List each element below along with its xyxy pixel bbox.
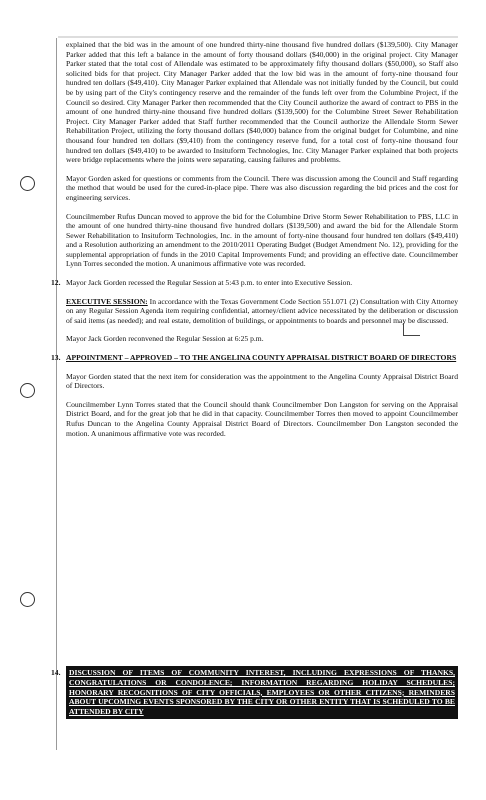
handwritten-mark xyxy=(403,323,420,336)
item-number: 12. xyxy=(51,278,61,288)
binder-hole-top xyxy=(20,176,35,191)
item-heading: DISCUSSION OF ITEMS OF COMMUNITY INTEREST, INCLUDING EXPRESSIONS OF THANKS, CONGRATULATIONS OR CONDOLENCE; INFORMATION REGARDING HOLIDAY SCHEDULES; HONORARY RECOGNITIONS OF CITY OFFICIALS, EMPLOYEES OR OTHER CITIZENS; REMINDERS ABOUT UPCOMING EVENTS SPONSORED BY THE CITY OR OTHER ENTITY THAT IS SCHEDULED TO BE ATTENDED BY CITY xyxy=(69,668,455,717)
binder-margin xyxy=(0,0,58,800)
paragraph-discussion: Mayor Gorden asked for questions or comments from the Council. There was discussion among the Council and Staff regarding the method that would be used for the cured-in-place pipe. There was also discussion regarding the bid prices and the cost for engineering services. xyxy=(66,173,458,202)
item-paragraph: Mayor Gorden stated that the next item for consideration was the appointment to the Angelina County Appraisal District Board of Directors. xyxy=(66,371,458,391)
paragraph-bid-explanation: explained that the bid was in the amount of one hundred thirty-nine thousand five hundred dollars ($139,500). City Manager Parker added that this left a balance in the amount of forty thousand dollars ($40,000) in the original project. City Manager Parker stated that the total cost of Allendale was estimated to be approximately fifty thousand dollars ($50,000), so Staff also solicited bids for that project. City Manager Parker added that the low bid was in the amount of forty-nine thousand four hundred ten dollars ($49,410). City Manager Parker explained that Allendale was not initially funded by the Council, but could be by using part of the City's contingency reserve and the remainder of the funds left over from the Columbine Project, if the Council so desired. City Manager Parker then recommended that the City Council authorize the award of contract to PBS in the amount of one hundred thirty-nine thousand five hundred dollars ($139,500) for the Columbine Street Sewer Rehabilitation Project. City Manager Parker added that Staff further recommended that the Council authorize the Allendale Storm Sewer Rehabilitation Project, utilizing the forty thousand dollars ($40,000) balance from the original budget for Columbine, and nine thousand four hundred ten dollars ($9,410) from the contingency reserve fund, for a total cost of forty-nine thousand four hundred ten dollars ($49,410) to be awarded to Insituform Technologies, Inc. City Manager Parker explained that both projects were bridge replacements where the joints were separating, causing failures and problems. xyxy=(66,40,458,165)
recess-text: Mayor Jack Gorden recessed the Regular Session at 5:43 p.m. to enter into Executive Session. xyxy=(66,278,353,288)
agenda-item-14 xyxy=(51,666,458,719)
minutes-page xyxy=(51,40,458,447)
agenda-item-13 xyxy=(51,353,458,438)
scan-edge xyxy=(58,36,458,38)
agenda-item-12 xyxy=(51,278,458,344)
reconvene-text: Mayor Jack Gorden reconvened the Regular Session at 6:25 p.m. xyxy=(66,334,264,344)
executive-session-label: EXECUTIVE SESSION: xyxy=(66,296,148,306)
binder-hole-middle xyxy=(20,383,35,398)
item-heading: APPOINTMENT – APPROVED – TO THE ANGELINA COUNTY APPRAISAL DISTRICT BOARD OF DIRECTORS xyxy=(66,353,457,363)
item-number: 13. xyxy=(51,353,61,363)
executive-session-text: In accordance with the Texas Government Code Section 551.071 (2) Consultation with City Attorney on any Regular Session Agenda item requiring confidential, attorney/client advice necessitated by the deliberation or discussion of said items (as needed); and real estate, demolition of buildings, or appointments to boards and personnel may be discussed. xyxy=(66,296,458,325)
item-number: 14. xyxy=(51,668,61,677)
paragraph-motion: Councilmember Rufus Duncan moved to approve the bid for the Columbine Drive Storm Sewer Rehabilitation to PBS, LLC in the amount of one hundred thirty-nine thousand five hundred dollars ($139,500) and award the bid for the Allendale Storm Sewer Rehabilitation to Insituform Technologies, Inc. in the amount of forty-nine thousand four hundred ten dollars ($49,410) and a Resolution authorizing an amendment to the 2010/2011 Operating Budget (Budget Amendment No. 12), providing for the supplemental appropriation of funds in the 2010 Capital Improvements Fund; and providing an effective date. Councilmember Lynn Torres seconded the motion. A unanimous affirmative vote was recorded. xyxy=(66,211,458,269)
item-paragraph: Councilmember Lynn Torres stated that the Council should thank Councilmember Don Langston for serving on the Appraisal District Board, and for the great job that he did in that capacity. Councilmember Torres then moved to appoint Councilmember Rufus Duncan to the Angelina County Appraisal District Board of Directors. Councilmember Don Langston seconded the motion. A unanimous affirmative vote was recorded. xyxy=(66,399,458,438)
binder-hole-bottom xyxy=(20,592,35,607)
margin-rule xyxy=(56,38,57,750)
executive-session-paragraph xyxy=(66,297,458,326)
